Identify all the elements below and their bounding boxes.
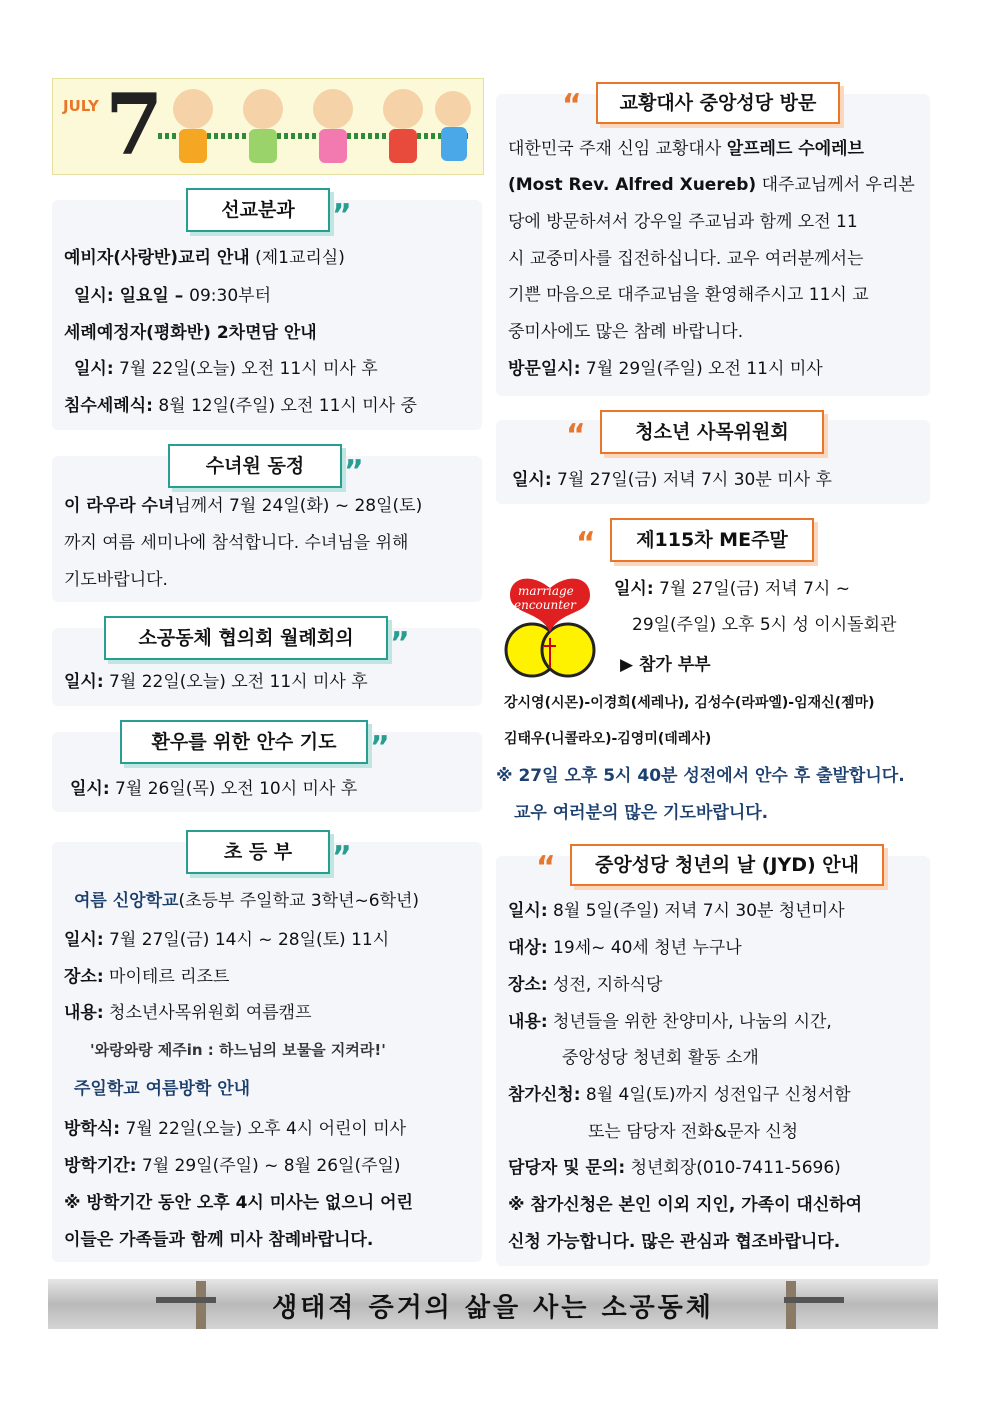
children-illustration — [153, 81, 473, 171]
me-line6: ※ 27일 오후 5시 40분 성전에서 안수 후 출발합니다. — [496, 766, 905, 786]
youth-line1: 일시: 7월 27일(금) 저녁 7시 30분 미사 후 — [512, 470, 832, 490]
mission-line4: 일시: 7월 22일(오늘) 오전 11시 미사 후 — [74, 359, 378, 379]
me-line7: 교우 여러분의 많은 기도바랍니다. — [514, 803, 769, 823]
jyd-line5: 중앙성당 청년회 활동 소개 — [562, 1048, 759, 1068]
elem-sub2: 주일학교 여름방학 안내 — [74, 1079, 251, 1099]
elem-line1: 일시: 7월 27일(금) 14시 ~ 28일(토) 11시 — [64, 930, 390, 950]
nun-title: 수녀원 동정 — [168, 444, 342, 488]
nun-line2: 까지 여름 세미나에 참석합니다. 수녀님을 위해 — [64, 533, 409, 553]
quote-icon: “ — [562, 88, 582, 123]
footer-banner — [48, 1279, 938, 1329]
elem-line2: 장소: 마이테르 리조트 — [64, 967, 230, 987]
elem-sub1: 여름 신앙학교(초등부 주일학교 3학년~6학년) — [74, 891, 420, 911]
jyd-line9: ※ 참가신청은 본인 이외 지인, 가족이 대신하여 — [508, 1195, 863, 1215]
july-banner — [52, 75, 484, 175]
quote-icon: ” — [332, 198, 352, 233]
mission-line5: 침수세례식: 8월 12일(주일) 오전 11시 미사 중 — [64, 396, 417, 416]
jyd-line8: 담당자 및 문의: 청년회장(010-7411-5696) — [508, 1158, 841, 1178]
council-line1: 일시: 7월 22일(오늘) 오전 11시 미사 후 — [64, 672, 368, 692]
nuncio-line6: 중미사에도 많은 참례 바랍니다. — [508, 322, 744, 342]
sick-title: 환우를 위한 안수 기도 — [120, 720, 368, 764]
me-title: 제115차 ME주말 — [610, 518, 814, 562]
jyd-title: 중앙성당 청년의 날 (JYD) 안내 — [570, 844, 884, 886]
nuncio-line3: 당에 방문하셔서 강우일 주교님과 함께 오전 11 — [508, 212, 858, 232]
nuncio-title: 교황대사 중앙성당 방문 — [596, 82, 840, 124]
quote-icon: ” — [390, 626, 410, 661]
logo-word-2: encounter — [514, 598, 576, 612]
elem-title: 초 등 부 — [186, 830, 330, 874]
nuncio-line1: 대한민국 주재 신임 교황대사 알프레드 수에레브 — [508, 139, 864, 159]
me-line5: 김태우(니콜라오)-김영미(데레사) — [504, 731, 712, 747]
nun-line3: 기도바랍니다. — [64, 570, 168, 590]
elem-line7: ※ 방학기간 동안 오후 4시 미사는 없으니 어린 — [64, 1193, 413, 1213]
jyd-line1: 일시: 8월 5일(주일) 저녁 7시 30분 청년미사 — [508, 901, 845, 921]
quote-icon: “ — [536, 850, 556, 885]
elem-line8: 이들은 가족들과 함께 미사 참례바랍니다. — [64, 1230, 374, 1250]
jyd-line3: 장소: 성전, 지하식당 — [508, 975, 663, 995]
me-line2: 29일(주일) 오후 5시 성 이시돌회관 — [632, 615, 897, 635]
banner-number: 7 — [105, 75, 164, 174]
council-title: 소공동체 협의회 월례회의 — [104, 616, 388, 660]
elem-line4: '와랑와랑 제주in : 하느님의 보물을 지켜라!' — [90, 1041, 386, 1059]
elem-line5: 방학식: 7월 22일(오늘) 오후 4시 어린이 미사 — [64, 1119, 407, 1139]
jyd-line7: 또는 담당자 전화&문자 신청 — [588, 1122, 799, 1142]
quote-icon: “ — [576, 526, 596, 561]
quote-icon: ” — [370, 730, 390, 765]
quote-icon: ” — [344, 454, 364, 489]
logo-word-1: marriage — [518, 584, 574, 598]
jyd-line2: 대상: 19세~ 40세 청년 누구나 — [508, 938, 742, 958]
youth-title: 청소년 사목위원회 — [600, 410, 824, 454]
elem-line3: 내용: 청소년사목위원회 여름캠프 — [64, 1003, 312, 1023]
mission-title: 선교분과 — [186, 188, 330, 232]
me-line3: ▶ 참가 부부 — [620, 655, 711, 675]
nuncio-line4: 시 교중미사를 집전하십니다. 교우 여러분께서는 — [508, 249, 864, 269]
mission-line3: 세례예정자(평화반) 2차면담 안내 — [64, 323, 317, 343]
me-line4: 강시영(시몬)-이경희(세레나), 김성수(라파엘)-임재신(젬마) — [504, 695, 875, 711]
elem-line6: 방학기간: 7월 29일(주일) ~ 8월 26일(주일) — [64, 1156, 401, 1176]
banner-month: JULY — [63, 97, 99, 115]
quote-icon: ” — [332, 840, 352, 875]
mission-line2: 일시: 일요일 – 09:30부터 — [74, 286, 272, 306]
jyd-line10: 신청 가능합니다. 많은 관심과 협조바랍니다. — [508, 1232, 841, 1252]
nuncio-line7: 방문일시: 7월 29일(주일) 오전 11시 미사 — [508, 359, 823, 379]
jyd-line4: 내용: 청년들을 위한 찬양미사, 나눔의 시간, — [508, 1012, 832, 1032]
quote-icon: “ — [566, 418, 586, 453]
nuncio-line2: (Most Rev. Alfred Xuereb) 대주교님께서 우리본 — [508, 175, 915, 195]
mission-line1: 예비자(사랑반)교리 안내 (제1교리실) — [64, 248, 345, 268]
me-line1: 일시: 7월 27일(금) 저녁 7시 ~ — [614, 579, 850, 599]
nuncio-line5: 기쁜 마음으로 대주교님을 환영해주시고 11시 교 — [508, 285, 869, 305]
nun-line1: 이 라우라 수녀님께서 7월 24일(화) ~ 28일(토) — [64, 496, 423, 516]
footer-text: 생태적 증거의 삶을 사는 소공동체 — [272, 1293, 714, 1323]
jyd-line6: 참가신청: 8월 4일(토)까지 성전입구 신청서함 — [508, 1085, 851, 1105]
sick-line1: 일시: 7월 26일(목) 오전 10시 미사 후 — [70, 779, 358, 799]
